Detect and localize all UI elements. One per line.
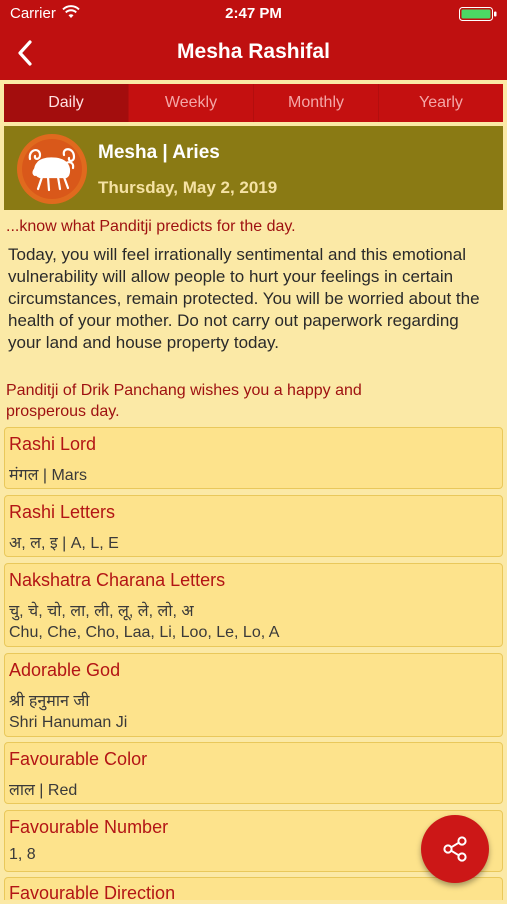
- carrier-label: Carrier: [10, 5, 56, 22]
- card-title: Favourable Direction: [9, 883, 176, 903]
- rashi-date: Thursday, May 2, 2019: [98, 178, 278, 197]
- prediction-intro: ...know what Panditji predicts for the day.: [6, 218, 296, 235]
- app-header: [0, 0, 507, 80]
- card-value-english: Chu, Che, Cho, Laa, Li, Loo, Le, Lo, A: [9, 624, 280, 641]
- card-title: Adorable God: [9, 660, 121, 680]
- card-value: अ, ल, इ | A, L, E: [9, 535, 119, 552]
- prediction-text: Today, you will feel irrationally sentimental and this emotional vulnerability will allow people to hurt your feelings in certain circumstances, remain protected. You will be worried about the health of your mother. Do not carry out paperwork regarding your land and house property today.: [8, 245, 480, 352]
- card-adorable-god: [4, 653, 503, 737]
- share-icon: [441, 835, 469, 863]
- rashi-banner: [4, 126, 503, 210]
- card-value: 1, 8: [9, 846, 36, 863]
- status-bar: [0, 0, 507, 28]
- card-nakshatra-letters: [4, 563, 503, 647]
- card-favourable-color: [4, 742, 503, 804]
- card-value-hindi: चु, चे, चो, ला, ली, लू, ले, लो, अ: [9, 603, 194, 620]
- tab-daily[interactable]: Daily: [4, 84, 129, 122]
- card-value: लाल | Red: [9, 782, 78, 799]
- page-title: Mesha Rashifal: [177, 40, 330, 63]
- card-rashi-lord: [4, 427, 503, 489]
- tab-monthly[interactable]: Monthly: [254, 84, 379, 122]
- card-title: Favourable Color: [9, 749, 148, 769]
- card-title: Rashi Letters: [9, 502, 116, 522]
- card-title: Rashi Lord: [9, 434, 97, 454]
- battery-icon: [459, 6, 499, 22]
- wish-text: Panditji of Drik Panchang wishes you a happy and prosperous day.: [6, 382, 362, 420]
- card-value-hindi: श्री हनुमान जी: [9, 693, 90, 710]
- tab-yearly[interactable]: Yearly: [419, 94, 463, 111]
- share-button[interactable]: [421, 815, 489, 883]
- aries-ram-icon: [16, 133, 88, 205]
- status-time: 2:47 PM: [225, 5, 282, 22]
- tab-weekly[interactable]: Weekly: [129, 84, 254, 122]
- card-title: Nakshatra Charana Letters: [9, 570, 226, 590]
- card-value-english: Shri Hanuman Ji: [9, 714, 128, 731]
- period-tabs: [4, 84, 503, 122]
- rashi-name: Mesha | Aries: [98, 142, 220, 163]
- card-rashi-letters: [4, 495, 503, 557]
- card-title: Favourable Number: [9, 817, 169, 837]
- card-favourable-direction: [4, 877, 503, 903]
- card-value: मंगल | Mars: [9, 467, 88, 484]
